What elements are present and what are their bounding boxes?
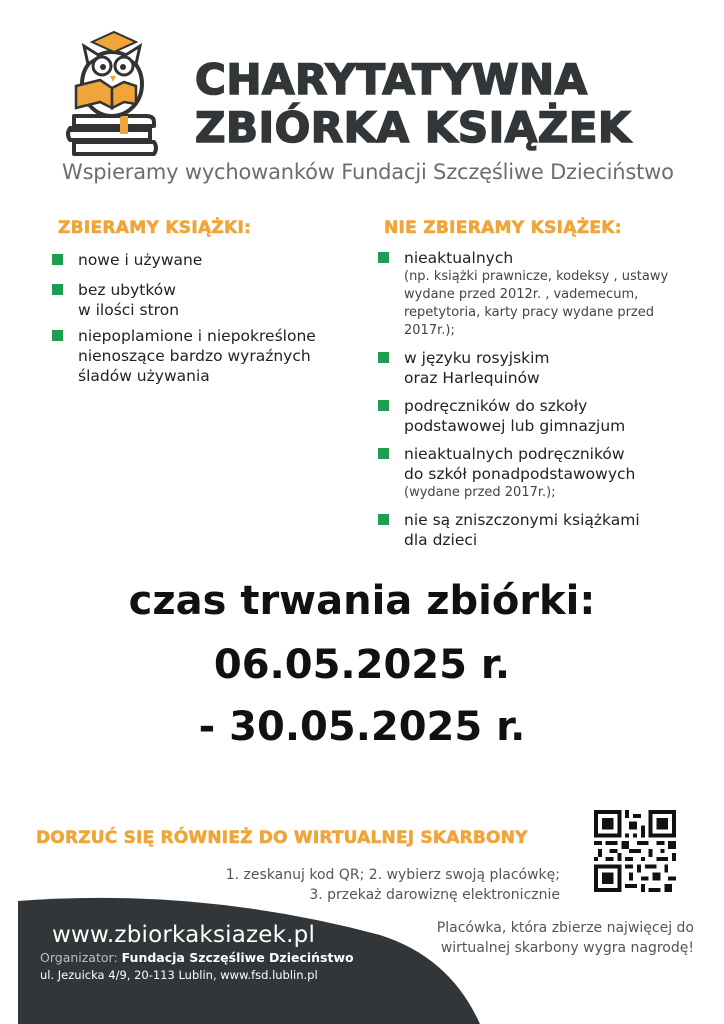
prize-line-2: wirtualnej skarbony wygra nagrodę! (440, 940, 694, 956)
subtitle: Wspieramy wychowanków Fundacji Szczęśliwe Dzieciństwo (62, 160, 674, 184)
list-item: nieaktualnych podręczników do szkół ponadpodstawowych (wydane przed 2017r.); (378, 444, 698, 502)
steps-line-2: 3. przekaż darowiznę elektronicznie (309, 887, 560, 903)
duration-end: - 30.05.2025 r. (198, 704, 526, 750)
organizer-name: Fundacja Szczęśliwe Dzieciństwo (121, 950, 354, 965)
reject-heading: NIE ZBIERAMY KSIĄŻEK: (384, 218, 622, 238)
bullet-square-icon (52, 284, 63, 295)
list-item: podręczników do szkoły podstawowej lub gimnazjum (378, 396, 698, 436)
list-item: nieaktualnych (np. książki prawnicze, kodeksy , ustawy wydane przed 2012r. , vademecum, repetytoria, karty pracy wydane przed 2017r.); (378, 248, 698, 340)
prize-note (400, 918, 694, 958)
bullet-square-icon (378, 400, 389, 411)
bullet-square-icon (378, 514, 389, 525)
organizer-address: ul. Jezuicka 4/9, 20-113 Lublin, www.fsd.lublin.pl (40, 968, 318, 982)
website-link[interactable]: www.zbiorkaksiazek.pl (52, 922, 316, 948)
duration-label: czas trwania zbiórki: (128, 578, 596, 624)
virtual-heading: DORZUĆ SIĘ RÓWNIEŻ DO WIRTUALNEJ SKARBONY (36, 828, 528, 848)
title-line-1: CHARYTATYWNA (195, 55, 588, 104)
list-item: nie są zniszczonymi książkami dla dzieci (378, 510, 698, 550)
organizer-line (40, 950, 354, 965)
owl-reading-books-icon (62, 24, 162, 166)
list-item: nowe i używane (52, 250, 352, 270)
bullet-square-icon (52, 254, 63, 265)
list-item: bez ubytków w ilości stron (52, 280, 352, 320)
bullet-square-icon (378, 352, 389, 363)
steps-line-1: 1. zeskanuj kod QR; 2. wybierz swoją placówkę; (225, 867, 560, 883)
bullet-square-icon (378, 252, 389, 263)
accept-list (52, 250, 352, 386)
reject-list (378, 248, 698, 550)
bullet-square-icon (52, 330, 63, 341)
accept-heading: ZBIERAMY KSIĄŻKI: (58, 218, 252, 238)
organizer-label: Organizator: (40, 950, 118, 965)
page-title (195, 56, 631, 152)
qr-code-icon[interactable] (594, 810, 676, 892)
duration-start: 06.05.2025 r. (213, 642, 511, 688)
bullet-square-icon (378, 448, 389, 459)
title-line-2: ZBIÓRKA KSIĄŻEK (195, 103, 631, 152)
list-item: niepoplamione i niepokreślone nienoszące bardzo wyraźnych śladów używania (52, 326, 352, 386)
prize-line-1: Placówka, która zbierze najwięcej do (436, 920, 694, 936)
list-item: w języku rosyjskim oraz Harlequinów (378, 348, 698, 388)
